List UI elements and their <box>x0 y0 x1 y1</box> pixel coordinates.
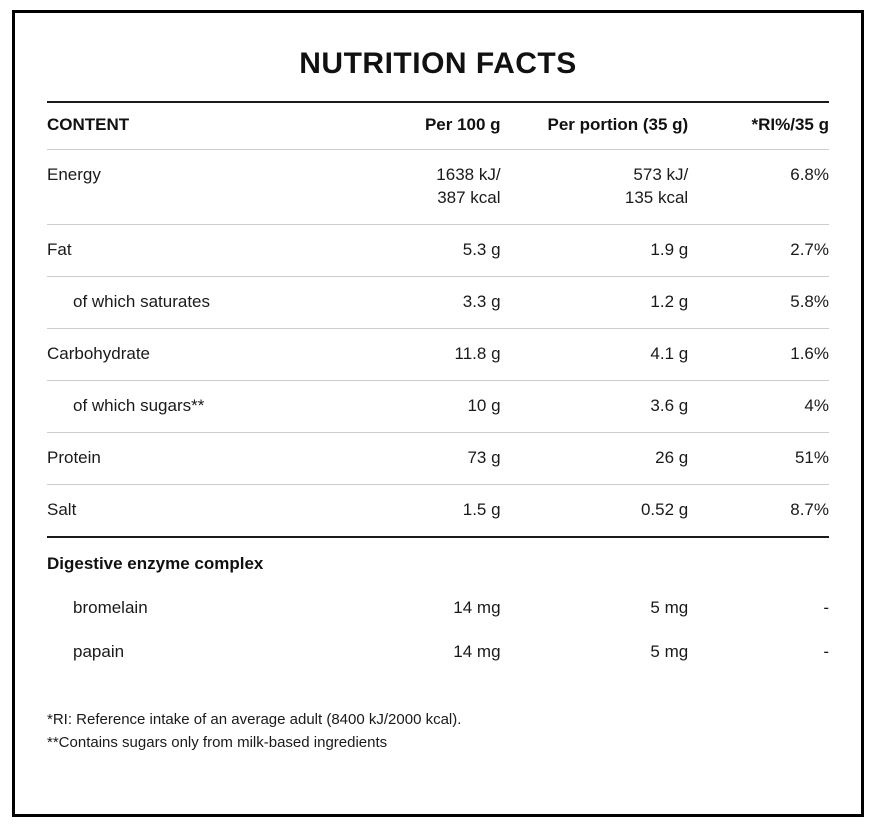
row-value-carbohydrate-per-portion: 4.1 g <box>501 328 689 380</box>
row-label-protein: Protein <box>47 432 329 484</box>
value-line-2: 387 kcal <box>437 187 501 207</box>
row-label-papain: papain <box>73 641 125 661</box>
row-value-protein-per-portion: 26 g <box>501 432 689 484</box>
row-value-salt-ri: 8.7% <box>688 484 829 536</box>
column-header-ri: *RI%/35 g <box>751 115 829 134</box>
row-value-saturates-per-portion: 1.2 g <box>501 276 689 328</box>
row-value-sugars-per-portion: 3.6 g <box>501 380 689 432</box>
row-value-fat-per-100g: 5.3 g <box>329 224 501 276</box>
value-line-1: 573 kJ/ <box>633 165 689 184</box>
row-label-saturates: of which saturates <box>47 276 329 328</box>
row-value-bromelain-per-portion: 5 mg <box>650 597 689 617</box>
row-value-protein-ri: 51% <box>688 432 829 484</box>
row-label-bromelain: bromelain <box>73 597 148 617</box>
column-header-per-100g: Per 100 g <box>424 115 501 134</box>
row-value-fat-per-portion: 1.9 g <box>501 224 689 276</box>
footnote-sugars-source: **Contains sugars only from milk-based ingredients <box>47 733 388 751</box>
table-row <box>47 380 829 432</box>
column-header-per-portion: Per portion (35 g) <box>547 115 689 134</box>
section-header-row <box>47 537 829 586</box>
row-value-saturates-per-100g: 3.3 g <box>329 276 501 328</box>
row-value-energy-per-100g <box>329 150 501 225</box>
column-header-content: CONTENT <box>47 115 130 134</box>
nutrition-facts-panel <box>12 10 864 817</box>
row-value-carbohydrate-per-100g: 11.8 g <box>329 328 501 380</box>
row-value-protein-per-100g: 73 g <box>329 432 501 484</box>
table-row <box>47 484 829 536</box>
table-row <box>47 328 829 380</box>
table-row <box>47 630 829 674</box>
row-label-sugars: of which sugars** <box>47 380 329 432</box>
footnote-reference-intake: *RI: Reference intake of an average adult (8400 kJ/2000 kcal). <box>47 710 462 728</box>
row-value-bromelain-ri: - <box>823 597 829 617</box>
table-row <box>47 432 829 484</box>
table-header-row <box>47 103 829 150</box>
row-value-energy-per-portion <box>501 150 689 225</box>
row-value-salt-per-100g: 1.5 g <box>329 484 501 536</box>
row-value-carbohydrate-ri: 1.6% <box>688 328 829 380</box>
row-label-fat: Fat <box>47 224 329 276</box>
row-label-energy: Energy <box>47 150 329 225</box>
table-row <box>47 586 829 630</box>
value-line-2: 135 kcal <box>624 187 689 207</box>
row-value-fat-ri: 2.7% <box>688 224 829 276</box>
row-value-bromelain-per-100g: 14 mg <box>453 597 501 617</box>
row-value-papain-per-100g: 14 mg <box>453 641 501 661</box>
table-row <box>47 224 829 276</box>
footnotes <box>47 708 829 755</box>
page-title: NUTRITION FACTS <box>299 47 577 80</box>
row-label-carbohydrate: Carbohydrate <box>47 328 329 380</box>
row-value-sugars-ri: 4% <box>688 380 829 432</box>
nutrition-table <box>47 101 829 674</box>
row-value-energy-ri: 6.8% <box>688 150 829 225</box>
table-row <box>47 150 829 225</box>
table-row <box>47 276 829 328</box>
row-value-salt-per-portion: 0.52 g <box>501 484 689 536</box>
row-value-saturates-ri: 5.8% <box>688 276 829 328</box>
row-value-sugars-per-100g: 10 g <box>329 380 501 432</box>
row-label-salt: Salt <box>47 484 329 536</box>
row-value-papain-ri: - <box>823 641 829 661</box>
row-value-papain-per-portion: 5 mg <box>650 641 689 661</box>
value-line-1: 1638 kJ/ <box>436 165 501 184</box>
section-label-digestive-enzyme-complex: Digestive enzyme complex <box>47 537 829 586</box>
